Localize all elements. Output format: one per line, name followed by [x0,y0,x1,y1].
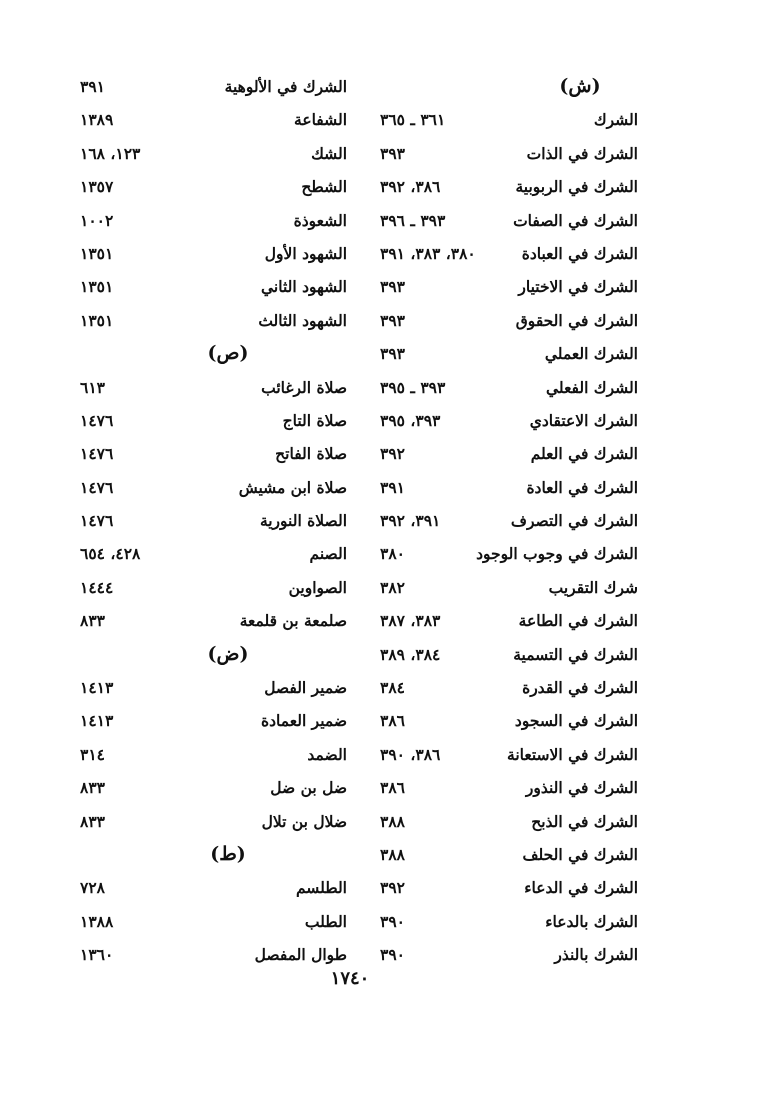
index-entry [80,304,347,337]
index-entry [380,404,638,437]
index-term: الشرك بالنذر [554,945,638,965]
letter-header [80,638,347,671]
page-refs: ٣٩٣ ـ ٣٩٥ [380,377,446,397]
index-term: الشعوذة [293,210,347,230]
index-term: الشرك في الربوبية [515,177,638,197]
index-term: الشرك في الألوهية [224,77,347,96]
index-entry [80,537,347,570]
page-refs: ١٣٨٩ [80,110,114,130]
page-refs: ٣٨٤، ٣٨٩ [380,644,441,664]
index-term: الشرك في الدعاء [524,878,638,898]
page-refs: ١٤٤٤ [80,577,114,597]
index-term: الشرك في التصرف [510,511,638,531]
index-entry [380,471,638,504]
page-refs: ٤٢٨، ٦٥٤ [80,544,141,564]
index-term: الشهود الثاني [261,277,347,297]
index-term: الشرك بالدعاء [545,911,638,931]
index-entry [80,70,347,103]
index-term: صلاة التاج [282,410,347,430]
index-entry [380,137,638,170]
page-refs: ١٣٦٠ [80,945,114,965]
index-column-left [80,70,347,972]
page-refs: ٣٩٣، ٣٩٥ [380,410,441,430]
page-refs: ١٢٣، ١٦٨ [80,143,141,163]
section-letter: (ض) [207,642,249,665]
index-term: صلمعة بن قلمعة [239,611,347,631]
index-entry [80,137,347,170]
page-refs: ١٣٥١ [80,310,114,330]
index-entry [380,604,638,637]
index-entry [80,504,347,537]
page-refs: ١٤٧٦ [80,511,114,531]
page-refs: ٣٨٦ [380,711,405,731]
index-term: صلاة ابن مشيش [238,477,347,497]
page-refs: ٨٣٣ [80,611,105,631]
index-entry [80,704,347,737]
section-letter: (ش) [559,75,601,97]
page-refs: ٣٩٢ [380,878,405,898]
index-term: الصنم [309,544,347,564]
index-term: ضمير العمادة [261,711,347,731]
index-entry [80,170,347,203]
index-term: الشرك الاعتقادي [529,410,638,430]
page-refs: ٣٨٦ [380,778,405,798]
index-entry [380,704,638,737]
index-term: ضلال بن تلال [261,811,347,831]
index-term: الشرك في العبادة [521,243,638,263]
index-entry [380,638,638,671]
page-refs: ١٤٧٦ [80,444,114,464]
page-refs: ٣٩٠ [380,945,405,965]
index-entry [80,237,347,270]
index-term: الشطح [301,177,347,197]
page-refs: ١٣٥١ [80,277,114,297]
index-entry [80,604,347,637]
page-refs: ٣٨٨ [380,844,405,864]
page-refs: ٣٨٦، ٣٩٢ [380,177,441,197]
index-term: الطلب [304,911,347,931]
index-term: الشرك في الاختيار [518,277,638,297]
index-entry [80,771,347,804]
index-term: الشك [311,143,347,163]
index-entry [380,204,638,237]
index-term: ضل بن ضل [270,778,347,798]
index-term: الشهود الأول [264,243,347,263]
page-refs: ٣٩٢ [380,444,405,464]
index-entry [80,938,347,971]
index-entry [80,471,347,504]
index-term: الشرك العملي [544,344,638,364]
page-refs: ٣١٤ [80,744,105,764]
index-term: صلاة الفاتح [275,444,347,464]
index-entry [80,404,347,437]
index-entry [80,905,347,938]
index-term: الشفاعة [294,110,347,130]
index-term: الشرك في النذور [525,778,638,798]
index-entry [80,371,347,404]
index-term: الشرك في السجود [514,711,638,731]
index-entry [380,905,638,938]
index-term: الشرك [593,110,638,130]
index-entry [380,337,638,370]
page-refs: ٣٩١ [80,77,105,96]
index-term: الصلاة النورية [259,511,347,531]
index-term: طوال المفصل [254,945,347,965]
index-entry [380,103,638,136]
index-entry [80,671,347,704]
index-term: الشرك في العادة [526,477,638,497]
page-refs: ١٤٧٦ [80,410,114,430]
index-column-right [380,70,638,972]
page-refs: ٣٨٤ [380,678,405,698]
index-entry [380,270,638,303]
page-refs: ٦١٣ [80,377,105,397]
index-term: الشرك في الحلف [522,844,638,864]
index-entry [380,537,638,570]
letter-header [80,337,347,370]
page-refs: ٧٢٨ [80,878,105,898]
index-term: الصواوين [288,577,347,597]
page-refs: ٣٩٣ [380,277,405,297]
index-term: الشرك في الصفات [513,210,638,230]
page-refs: ١٣٥١ [80,243,114,263]
page-refs: ٣٨٠، ٣٨٣، ٣٩١ [380,243,476,263]
index-entry [380,304,638,337]
index-term: ضمير الفصل [264,678,347,698]
index-term: الشرك في وجوب الوجود [476,544,638,564]
page-refs: ٣٩٠ [380,911,405,931]
index-term: الضمد [307,744,347,764]
index-entry [80,738,347,771]
index-entry [380,838,638,871]
index-term: الشرك في الاستعانة [507,744,638,764]
page-refs: ١٠٠٢ [80,210,114,230]
index-entry [380,571,638,604]
page-refs: ٣٨٢ [380,577,405,597]
index-term: الشرك في الذات [526,143,638,163]
page-refs: ٣٩١، ٣٩٢ [380,511,441,531]
index-term: صلاة الرغائب [261,377,347,397]
index-term: الشرك الفعلي [546,377,638,397]
page-refs: ١٤١٣ [80,711,114,731]
page-refs: ١٣٥٧ [80,177,114,197]
page-number: ١٧٤٠ [330,968,370,989]
section-letter: (ط) [210,842,246,865]
index-entry [380,237,638,270]
page-refs: ٣٨٣، ٣٨٧ [380,611,441,631]
index-term: الشرك في القدرة [522,678,638,698]
page-refs: ٨٣٣ [80,811,105,831]
index-entry [80,571,347,604]
index-entry [380,437,638,470]
page-refs: ٣٩٣ [380,310,405,330]
page-refs: ٣٩٣ [380,143,405,163]
page-refs: ٨٣٣ [80,778,105,798]
page-refs: ١٣٨٨ [80,911,114,931]
page-refs: ١٤١٣ [80,678,114,698]
index-entry [380,504,638,537]
index-entry [80,270,347,303]
index-term: الشرك في الطاعة [518,611,638,631]
letter-header [380,70,638,103]
page-refs: ٣٩١ [380,477,405,497]
index-term: الشرك في التسمية [513,644,638,664]
index-entry [380,738,638,771]
page-refs: ٣٩٣ [380,344,405,364]
index-entry [380,771,638,804]
page-refs: ٣٨٦، ٣٩٠ [380,744,441,764]
index-entry [380,671,638,704]
index-entry [380,371,638,404]
section-letter: (ص) [207,342,249,365]
index-term: الشرك في العلم [530,444,638,464]
page-refs: ٣٩٣ ـ ٣٩٦ [380,210,446,230]
index-entry [80,437,347,470]
index-entry [80,871,347,904]
index-term: الشرك في الذبح [531,811,638,831]
index-entry [80,103,347,136]
index-entry [380,871,638,904]
index-entry [380,938,638,971]
index-entry [380,805,638,838]
index-term: الشرك في الحقوق [515,310,638,330]
index-term: شرك التقريب [548,577,638,597]
index-term: الطلسم [295,878,347,898]
page-refs: ٣٦١ ـ ٣٦٥ [380,110,446,130]
page-refs: ٣٨٠ [380,544,405,564]
page-refs: ٣٨٨ [380,811,405,831]
index-entry [80,805,347,838]
letter-header [80,838,347,871]
index-term: الشهود الثالث [258,310,347,330]
index-entry [80,204,347,237]
index-entry [380,170,638,203]
page-refs: ١٤٧٦ [80,477,114,497]
